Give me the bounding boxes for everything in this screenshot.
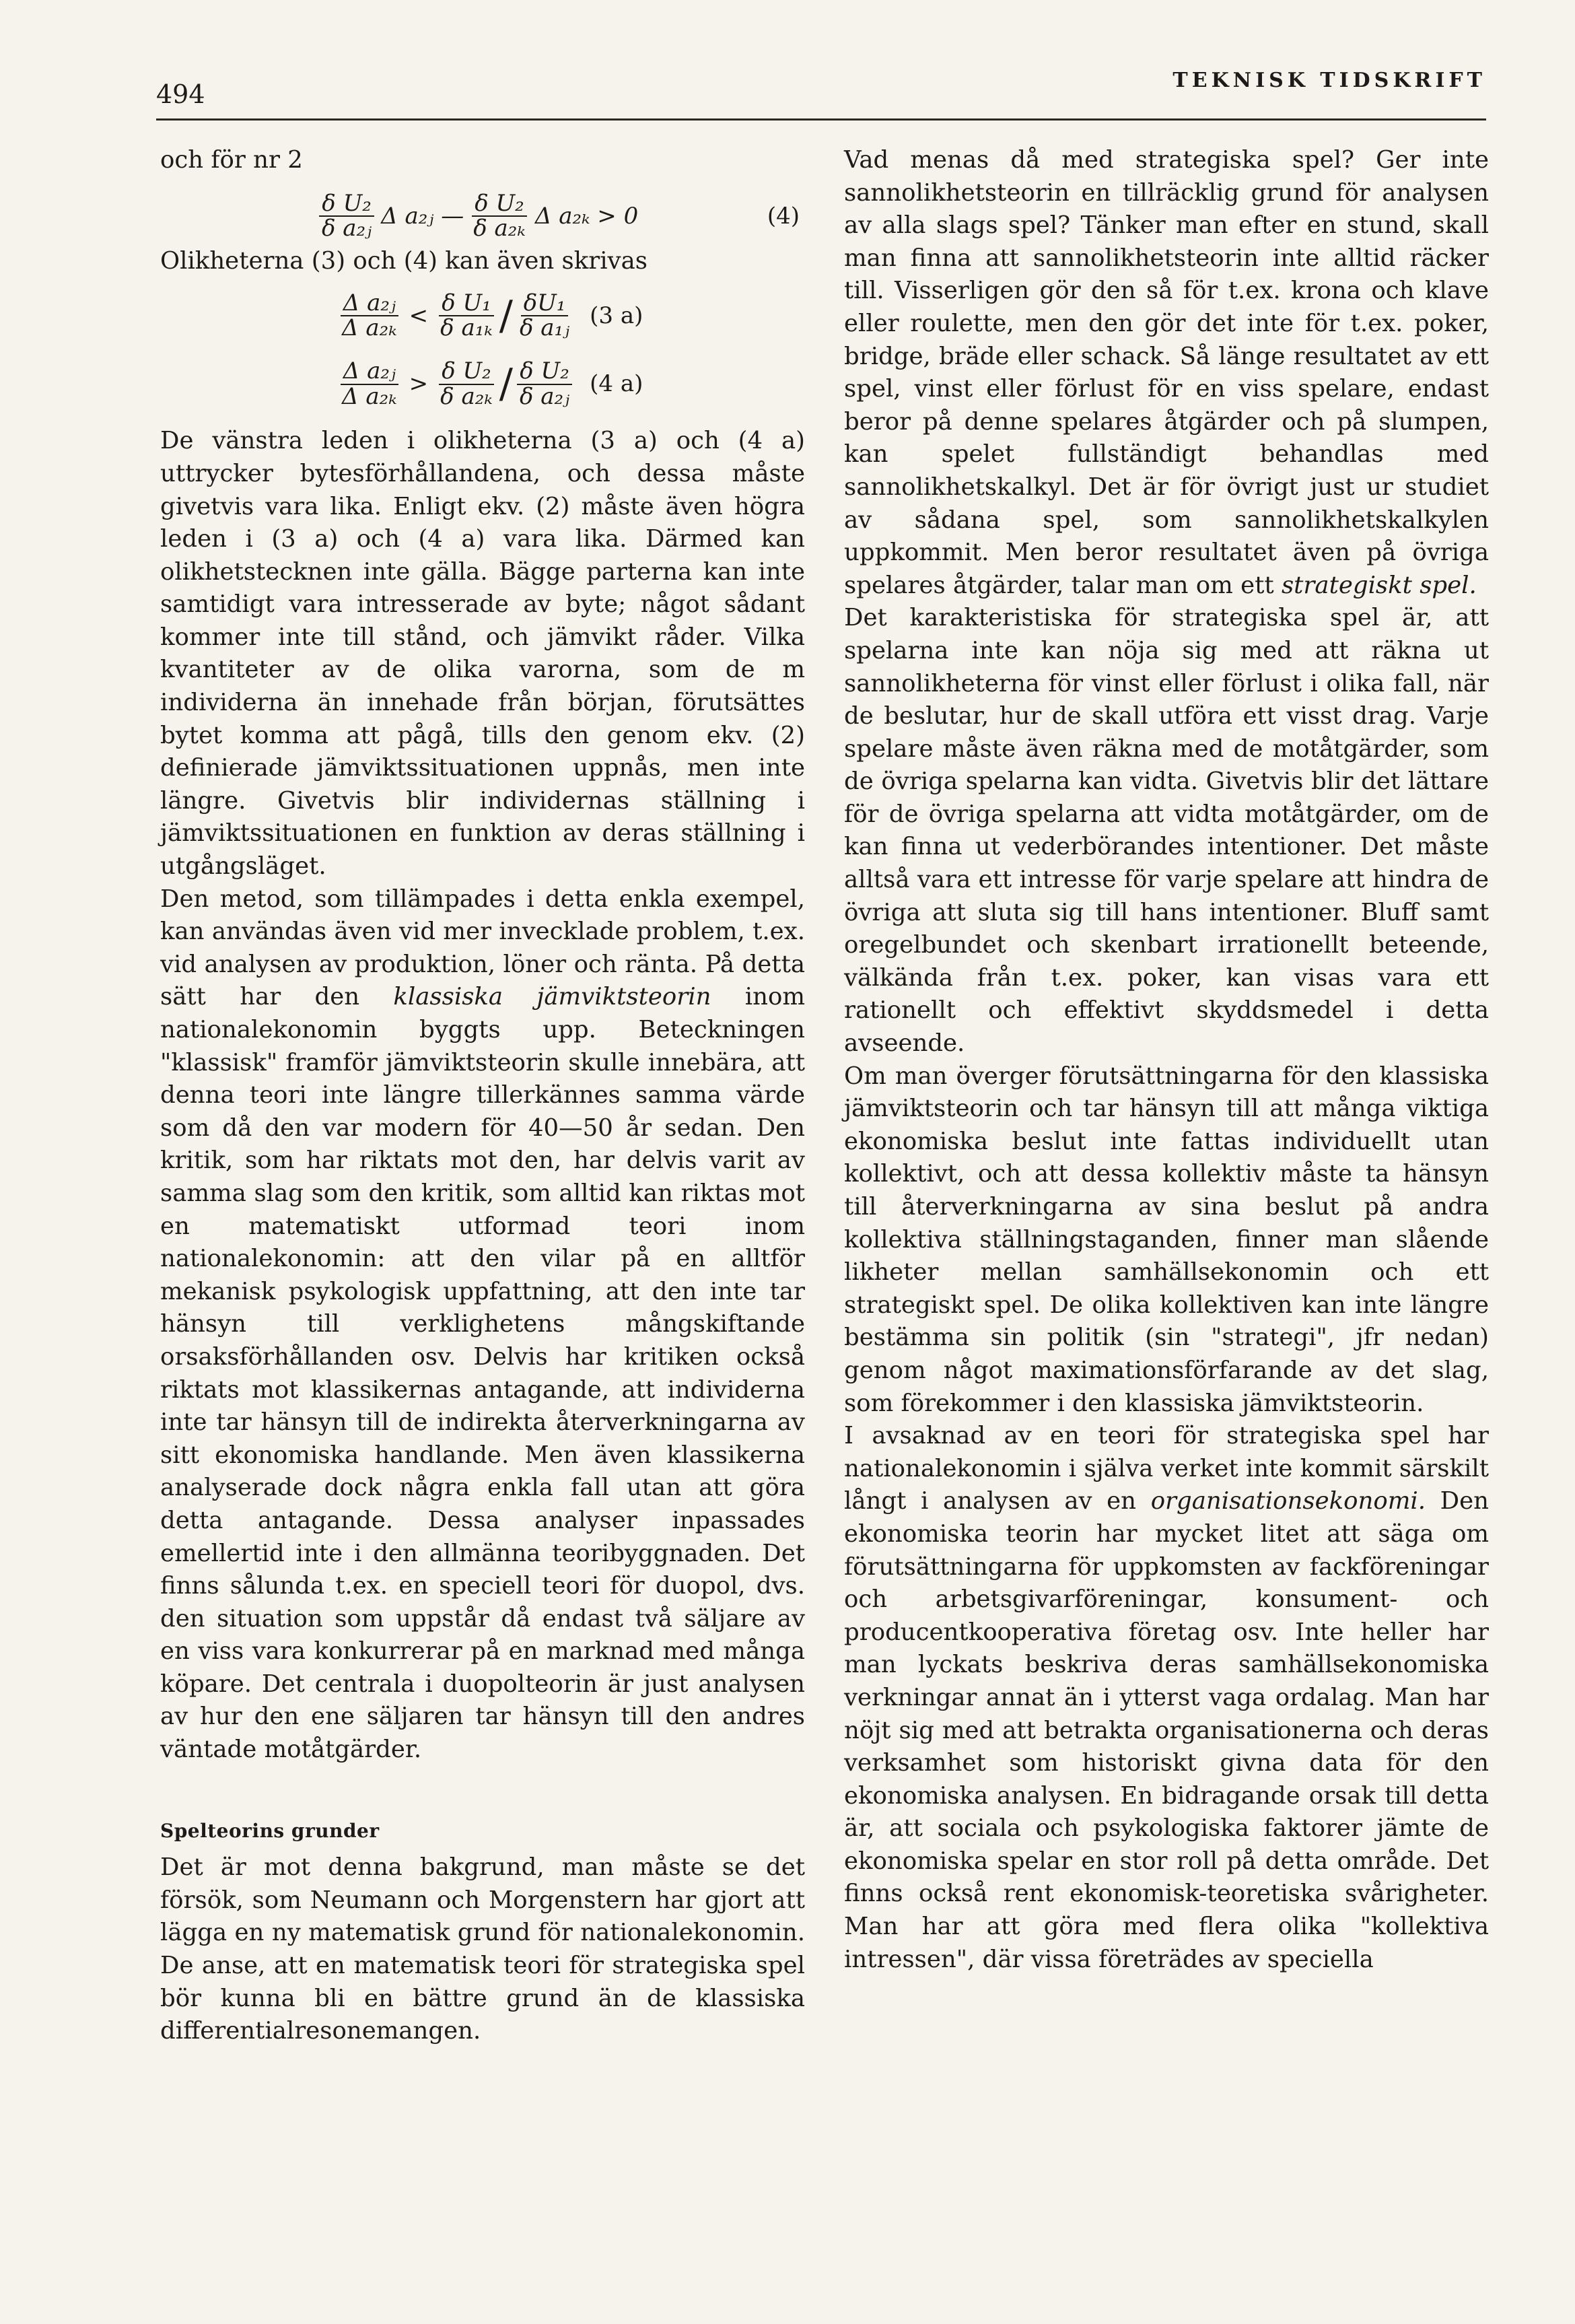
denominator: δ a₂ₖ [440,382,493,410]
denominator: Δ a₂ₖ [342,382,397,410]
division-slash: / [499,360,513,408]
body-paragraph: Det karakteristiska för strategiska spel är, att spelarna inte kan nöja sig med att räkna ut sannolikheterna för vinst eller förlust i olika fall, när de beslutar, hur de skall utföra ett visst drag. Varje spelare måste även räkna med de motåtgärder, som de övriga spelarna kan vidta. Givetvis blir det lättare för de övriga spelarna att vidta motåtgärder, om de kan finna ut vederbörandes intentioner. Det måste alltså vara ett intresse för varje spelare att hindra de övriga att sluta sig till hans intentioner. Bluff samt oregelbundet och skenbart irrationellt beteende, välkända från t.ex. poker, kan visas vara ett rationellt och effektivt skyddsmedel i detta avseende. [844,604,1489,1058]
left-column [160,144,805,2048]
numerator: δ U₁ [439,292,494,317]
fraction [517,357,572,410]
emphasis-term: klassiska jämviktsteorin [393,983,711,1011]
emphasis-term: organisationsekonomi. [1150,1487,1426,1515]
less-than-sign: < [409,302,429,329]
fraction [470,189,528,242]
right-column [844,144,1489,1976]
equation-3a [160,289,805,342]
body-paragraph [844,144,1489,602]
equation-term: Δ a₂ⱼ — [381,202,464,230]
header-rule [156,118,1486,121]
section-heading: Spelteorins grunder [160,1819,380,1842]
fraction [319,189,374,242]
equation-4 [160,189,805,242]
inequality-intro: Olikheterna (3) och (4) kan även skrivas [160,246,648,275]
text-run: I avsaknad av en teori för strategiska spel har nationalekonomin i själva verket inte kommit särskilt långt i analysen av en [844,1422,1489,1515]
numerator: δ U₂ [319,192,374,217]
numerator: δ U₂ [472,192,527,217]
fraction [438,289,495,342]
journal-title: TEKNISK TIDSKRIFT [1172,69,1486,92]
fraction [339,289,400,342]
text-run: Den metod, som tillämpades i detta enkla exempel, kan användas även vid mer invecklade problem, t.ex. vid analysen av produktion, löner och ränta. På detta sätt har den [160,885,805,1011]
numerator: Δ a₂ⱼ [341,292,398,317]
greater-than-sign: > [409,370,429,398]
fraction [339,357,400,410]
denominator: δ a₁ₖ [440,314,493,342]
fraction [438,357,495,410]
denominator: Δ a₂ₖ [342,314,397,342]
numerator: δU₁ [521,292,569,317]
denominator: δ a₂ₖ [473,215,526,242]
numerator: δ U₂ [517,360,572,385]
fraction [517,289,572,342]
numerator: Δ a₂ⱼ [341,360,398,385]
equation-number: (4 a) [590,370,643,398]
body-paragraph [160,883,805,1767]
body-paragraph: Det är mot denna bakgrund, man måste se det försök, som Neumann och Morgenstern har gjort att lägga en ny matematisk grund för nationalekonomin. De anse, att en matematisk teori för strategiska spel bör kunna bli en bättre grund än de klassiska differentialresonemangen. [160,1853,805,2045]
equation-intro: och för nr 2 [160,146,303,174]
text-run: Vad menas då med strategiska spel? Ger inte sannolikhetsteorin en tillräcklig grund för analysen av alla slags spel? Tänker man efter en stund, skall man finna att sannolikhetsteorin inte alltid räcker till. Visserligen gör den så för t.ex. krona och klave eller roulette, men den gör det inte för t.ex. poker, bridge, bräde eller schack. Så länge resultatet av ett spel, vinst eller förlust för en viss spelare, endast beror på denne spelares åtgärder och på slumpen, kan spelet fullständigt behandlas med sannolikhetskalkyl. Det är för övrigt just ur studiet av sådana spel, som sannolikhetskalkylen uppkommit. Men beror resultatet även på övriga spelares åtgärder, talar man om ett [844,146,1489,599]
denominator: δ a₂ⱼ [322,215,372,242]
equation-number: (4) [767,202,800,230]
body-paragraph [844,1420,1489,1976]
body-paragraph: Om man överger förutsättningarna för den klassiska jämviktsteorin och tar hänsyn till att många viktiga ekonomiska beslut inte fattas individuellt utan kollektivt, och att dessa kollektiv måste ta hänsyn till återverkningarna av sina beslut på andra kollektiva ställningstaganden, finner man slående likheter mellan samhällsekonomin och ett strategiskt spel. De olika kollektiven kan inte längre bestämma sin politik (sin "strategi", jfr nedan) genom något maximationsförfarande av det slag, som förekommer i den klassiska jämviktsteorin. [844,1062,1489,1417]
text-run: inom nationalekonomin byggts upp. Beteckningen "klassisk" framför jämviktsteorin skulle innebära, att denna teori inte längre tillerkännes samma värde som då den var modern för 40—50 år sedan. Den kritik, som har riktats mot den, har delvis varit av samma slag som den kritik, som alltid kan riktas mot en matematiskt utformad teori inom nationalekonomin: att den vilar på en alltför mekanisk psykologisk uppfattning, att den inte tar hänsyn till verklighetens mångskiftande orsaksförhållanden osv. Delvis har kritiken också riktats mot klassikernas antagande, att individerna inte tar hänsyn till de indirekta återverkningarna av sitt ekonomiska handlande. Men även klassikerna analyserade dock några enkla fall utan att göra detta antagande. Dessa analyser inpassades emellertid inte i den allmänna teoribyggnaden. Det finns sålunda t.ex. en speciell teori för duopol, dvs. den situation som uppstår då endast två säljare av en viss vara konkurrerar på en marknad med många köpare. Det centrala i duopolteorin är just analysen av hur den ene säljaren tar hänsyn till den andres väntade motåtgärder. [160,983,805,1764]
equation-term: Δ a₂ₖ > 0 [534,202,639,230]
denominator: δ a₁ⱼ [519,314,570,342]
emphasis-term: strategiskt spel. [1281,571,1477,599]
body-paragraph: De vänstra leden i olikheterna (3 a) och (4 a) uttrycker bytesförhållandena, och dessa måste givetvis vara lika. Enligt ekv. (2) måste även högra leden i (3 a) och (4 a) vara lika. Därmed kan olikhetstecknen inte gälla. Bägge parterna kan inte samtidigt vara intresserade av byte; något sådant kommer inte till stånd, och jämvikt råder. Vilka kvantiteter av de olika varorna, som de m individerna än innehade från början, förutsättes bytet komma att pågå, tills den genom ekv. (2) definierade jämviktssituationen uppnås, men inte längre. Givetvis blir individernas ställning i jämviktssituationen en funktion av deras ställning i utgångsläget. [160,427,805,881]
page-number: 494 [156,79,205,109]
text-run: Den ekonomiska teorin har mycket litet att säga om förutsättningarna för uppkomsten av fackföreningar och arbetsgivarföreningar, konsument- och producentkooperativa företag osv. Inte heller har man lyckats beskriva deras samhällsekonomiska verkningar annat än i ytterst vaga ordalag. Man har nöjt sig med att betrakta organisationerna och deras verksamhet som historiskt givna data för den ekonomiska analysen. En bidragande orsak till detta är, att sociala och psykologiska faktorer jämte de ekonomiska spelar en stor roll på detta område. Det finns också rent ekonomisk-teoretiska svårigheter. Man har att göra med flera olika "kollektiva intressen", där vissa företrädes av speciella [844,1487,1489,1973]
denominator: δ a₂ⱼ [519,382,570,410]
equation-4a [160,357,805,410]
numerator: δ U₂ [439,360,494,385]
division-slash: / [499,292,513,339]
equation-number: (3 a) [590,302,643,329]
